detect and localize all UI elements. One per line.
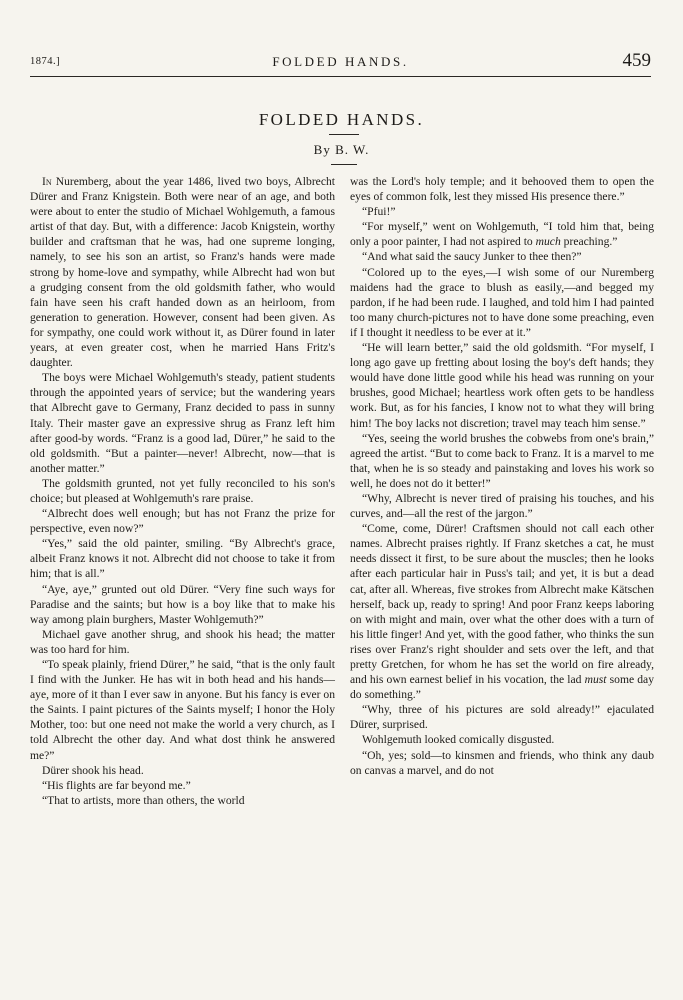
paragraph: The boys were Michael Wohlgemuth's steady, patient students through the appointed years of service; but the wandering years that Albrecht gave to Germany, Franz decided to pass in sunny Italy. Their master gave an expressive shrug as Franz left him after good-by words. “Franz is a good lad, Dürer,” he said to the old goldsmith. “But a painter—never! Albrecht, now—that is another matter.” — [30, 371, 335, 475]
page-number: 459 — [622, 50, 651, 71]
title-rule — [329, 134, 359, 135]
paragraph-continuation: was the Lord's holy temple; and it behooved them to open the eyes of common folk, lest they missed His presence there.” — [350, 175, 654, 204]
paragraph: Michael gave another shrug, and shook his head; the matter was too hard for him. — [30, 627, 335, 656]
paragraph: “And what said the saucy Junker to thee then?” — [362, 250, 582, 264]
emphasis-much: much — [535, 235, 561, 249]
paragraph: “His flights are far beyond me.” — [42, 778, 191, 792]
paragraph: “Colored up to the eyes,—I wish some of our Nuremberg maidens had the grace to blush as easily,—and begged my pardon, if he had been rude. I laughed, and told him I had painted too many church-pictures not to have done some preaching, even if I thought it needless to be ever at it.” — [350, 265, 654, 339]
left-column — [30, 174, 335, 808]
paragraph: “For myself,” went on Wohlgemuth, “I told him that, being only a poor painter, I had not aspired to much preaching.” — [350, 220, 654, 249]
paragraph: “Come, come, Dürer! Craftsmen should not call each other names. Albrecht praises rightly. If Franz sketches a cat, he must needs dissect it first, to be sure about the muscles; then he looks after each particular hair in Puss's tail; and yet, it is but a dead cat, after all. Whereas, five strokes from Albrecht make Kätschen herself, back up, ready to spring! And poor Franz keeps laboring on with might and main, over what the other does with a turn of his little finger! And yet, with the good father, who thinks the sun rises over Franz's right shoulder and sets over the left, and that pretty Gretchen, for whom he has set the world on fire already, and his own earnest belief in his vocation, the lad must some day do something.” — [350, 522, 654, 702]
article-title: FOLDED HANDS. — [258, 110, 425, 129]
byline: By B. W. — [313, 142, 370, 157]
paragraph: “Pfui!” — [362, 205, 396, 219]
paragraph: “Why, three of his pictures are sold already!” ejaculated Dürer, surprised. — [350, 703, 654, 732]
right-column — [350, 174, 654, 778]
issue-date: 1874.] — [30, 56, 61, 67]
paragraph: “Oh, yes; sold—to kinsmen and friends, who think any daub on canvas a marvel, and do not — [350, 748, 654, 777]
paragraph: “He will learn better,” said the old goldsmith. “For myself, I long ago gave up fretting about losing the boy's deft hands; they would have done little good while his head was running on your brushes, good Michael; heartless work often gets to be handless work. But, as for his fancies, I know not to what they will bring him! The boy lacks not discretion; travel may teach him sense.” — [350, 341, 654, 430]
paragraph: The goldsmith grunted, not yet fully reconciled to his son's choice; but pleased at Wohlgemuth's rare praise. — [30, 476, 335, 505]
paragraph: In Nuremberg, about the year 1486, lived two boys, Albrecht Dürer and Franz Knigstein. Both were near of an age, and both were about to enter the studio of Michael Wohlgemuth, a famous artist of that day. But, with a difference: Jacob Knigstein, worthy builder and craftsman that he was, had one supreme longing, namely, to see his son an artist, so Franz's hands were made strong by home-love and sympathy, while Albrecht had won but a grudging consent from the old goldsmith father, who would fain have seen his craft handed down as an heirloom, from generation to generation. However, consent had been given. As for sympathy, one could work without it, as Dürer found in later years, at even greater cost, when he married Hans Fritz's daughter. — [30, 175, 335, 370]
header-rule — [30, 76, 651, 77]
paragraph: “To speak plainly, friend Dürer,” he said, “that is the only fault I find with the Junker. He has wit in both head and his hands—aye, more of it than I ever saw in anyone. But his fancy is ever on the Saints. I paint pictures of the Saints myself; I honor the Holy Mother, too: but one need not make the world a very church, as I told Albrecht the other day. And what dost think he answered me?” — [30, 658, 335, 762]
running-title: FOLDED HANDS. — [272, 54, 409, 69]
paragraph: “Why, Albrecht is never tired of praising his touches, and his curves, and—all the rest of the jargon.” — [350, 491, 654, 521]
paragraph: “Yes, seeing the world brushes the cobwebs from one's brain,” agreed the artist. “But to come back to Franz. It is a marvel to me that, when he is so steady and painstaking and loves his work so well, he does not do it better!” — [350, 431, 654, 490]
paragraph: Dürer shook his head. — [42, 763, 144, 777]
paragraph: “Yes,” said the old painter, smiling. “By Albrecht's grace, albeit Franz knows it not. Albrecht did not choose to take it from him; that is all.” — [30, 537, 335, 581]
paragraph: “Aye, aye,” grunted out old Dürer. “Very fine such ways for Paradise and the saints; but how is a boy like that to make his way among plain burghers, Master Wohlgemuth?” — [30, 582, 335, 626]
paragraph: Wohlgemuth looked comically disgusted. — [362, 733, 555, 747]
byline-rule — [331, 164, 357, 165]
paragraph: “That to artists, more than others, the world — [42, 793, 245, 807]
emphasis-must: must — [584, 673, 607, 687]
paragraph: “Albrecht does well enough; but has not Franz the prize for perspective, even now?” — [30, 507, 335, 536]
running-head — [30, 50, 651, 74]
dropcap-word: In — [42, 175, 52, 188]
